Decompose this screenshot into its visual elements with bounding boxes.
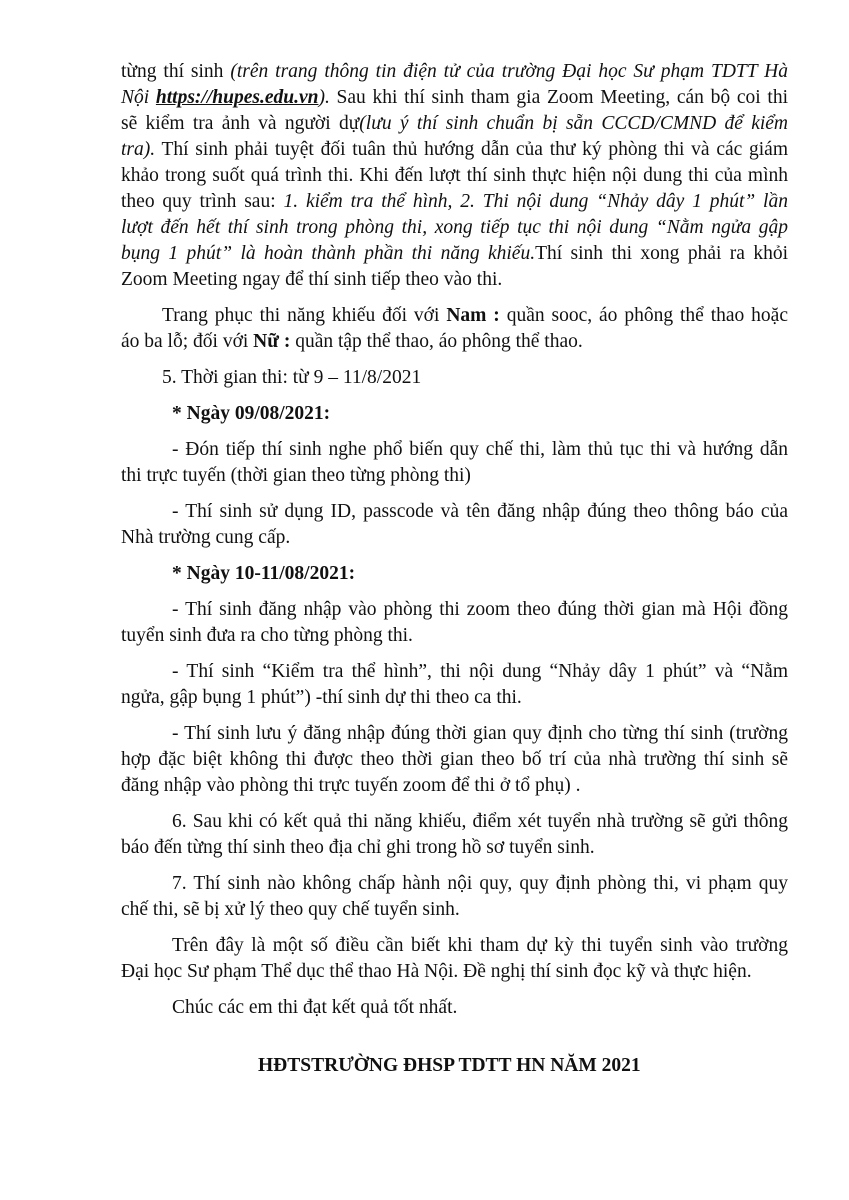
- italic-text: (lưu ý thí sinh chuẩn bị sẵn CCCD/CMND để kiểm: [359, 113, 788, 134]
- text: theo quy trình sau:: [121, 191, 284, 212]
- day2-heading: * Ngày 10-11/08/2021:: [172, 563, 356, 584]
- paragraph-line: [121, 216, 788, 240]
- closing-wish: Chúc các em thi đạt kết quả tốt nhất.: [172, 997, 458, 1018]
- paragraph-line: - Thí sinh sử dụng ID, passcode và tên đăng nhập đúng theo thông báo của: [172, 501, 788, 522]
- italic-text: ).: [318, 87, 330, 108]
- day1-heading: * Ngày 09/08/2021:: [172, 403, 331, 424]
- paragraph-line: ngửa, gập bụng 1 phút”) -thí sinh dự thi theo ca thi.: [121, 687, 522, 708]
- paragraph-line: [121, 86, 788, 110]
- paragraph-line: [121, 190, 788, 214]
- paragraph-line: đăng nhập vào phòng thi trực tuyến zoom để thi ở tổ phụ) .: [121, 775, 581, 796]
- paragraph-line: - Thí sinh lưu ý đăng nhập đúng thời gian quy định cho từng thí sinh (trường: [172, 723, 788, 744]
- paragraph-line: [121, 112, 788, 136]
- text: Thí sinh phải tuyệt đối tuân thủ hướng dẫn của thư ký phòng thi và các giám: [155, 139, 788, 160]
- paragraph-line: tuyển sinh đưa ra cho từng phòng thi.: [121, 625, 413, 646]
- item-6: 6. Sau khi có kết quả thi năng khiếu, điểm xét tuyển nhà trường sẽ gửi thông: [172, 811, 788, 832]
- italic-text: 1. kiểm tra thể hình, 2. Thi nội dung “Nhảy dây 1 phút” lần: [283, 191, 788, 212]
- closing-line: Trên đây là một số điều cần biết khi tham dự kỳ thi tuyển sinh vào trường: [172, 935, 788, 956]
- text: áo ba lỗ; đối với: [121, 331, 254, 352]
- italic-text: (trên trang thông tin điện tử của trường Đại học Sư phạm TDTT Hà: [230, 61, 788, 82]
- text: Thí sinh thi xong phải ra khỏi: [535, 243, 788, 264]
- paragraph-line: - Đón tiếp thí sinh nghe phổ biến quy chế thi, làm thủ tục thi và hướng dẫn: [172, 439, 788, 460]
- item-7: 7. Thí sinh nào không chấp hành nội quy, quy định phòng thi, vi phạm quy: [172, 873, 788, 894]
- text: quần tập thể thao, áo phông thể thao.: [290, 331, 583, 352]
- paragraph-line: [121, 60, 788, 84]
- text: từng thí sinh: [121, 61, 231, 82]
- paragraph-line: - Thí sinh “Kiểm tra thể hình”, thi nội dung “Nhảy dây 1 phút” và “Nằm: [172, 661, 788, 682]
- paragraph-line: hợp đặc biệt không thi được theo thời gian theo bố trí của nhà trường thí sinh sẽ: [121, 749, 788, 770]
- paragraph-line: báo đến từng thí sinh theo địa chỉ ghi trong hồ sơ tuyển sinh.: [121, 837, 595, 858]
- italic-text: Nội: [121, 87, 156, 108]
- bold-text: Nam :: [446, 305, 500, 326]
- italic-text: bụng 1 phút” là hoàn thành phần thi năng khiếu.: [121, 243, 536, 264]
- paragraph-line: [121, 330, 788, 354]
- italic-text: lượt đến hết thí sinh trong phòng thi, xong tiếp tục thi nội dung “Nằm ngửa gập: [121, 217, 788, 238]
- paragraph-line: khảo trong suốt quá trình thi. Khi đến lượt thí sinh thực hiện nội dung thi của mình: [121, 165, 788, 186]
- item-5: 5. Thời gian thi: từ 9 – 11/8/2021: [162, 367, 422, 388]
- text: quần sooc, áo phông thể thao hoặc: [499, 305, 788, 326]
- paragraph-line: - Thí sinh đăng nhập vào phòng thi zoom theo đúng thời gian mà Hội đồng: [172, 599, 788, 620]
- paragraph-line: [121, 242, 788, 266]
- paragraph-line: thi trực tuyến (thời gian theo từng phòng thi): [121, 465, 471, 486]
- paragraph-line: chế thi, sẽ bị xử lý theo quy chế tuyển sinh.: [121, 899, 460, 920]
- paragraph-line: Nhà trường cung cấp.: [121, 527, 291, 548]
- website-link[interactable]: https://hupes.edu.vn: [155, 87, 319, 108]
- paragraph-line: Zoom Meeting ngay để thí sinh tiếp theo vào thi.: [121, 269, 503, 290]
- paragraph-line: [162, 304, 788, 328]
- italic-text: tra).: [121, 139, 156, 160]
- paragraph-line: [121, 138, 788, 162]
- text: sẽ kiểm tra ảnh và người dự: [121, 113, 360, 134]
- text: Trang phục thi năng khiếu đối với: [162, 305, 447, 326]
- text: Sau khi thí sinh tham gia Zoom Meeting, cán bộ coi thi: [329, 87, 788, 108]
- signature-block: HĐTSTRƯỜNG ĐHSP TDTT HN NĂM 2021: [258, 1055, 641, 1076]
- bold-text: Nữ :: [253, 331, 291, 352]
- closing-line: Đại học Sư phạm Thể dục thể thao Hà Nội. Đề nghị thí sinh đọc kỹ và thực hiện.: [121, 961, 752, 982]
